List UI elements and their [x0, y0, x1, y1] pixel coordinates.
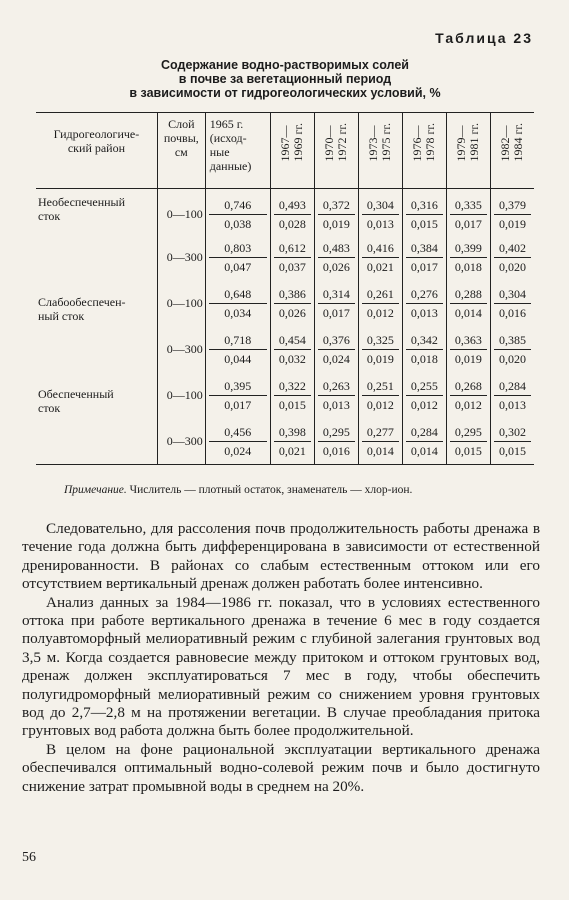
denominator: 0,026 — [278, 306, 306, 320]
value-cell — [314, 327, 358, 373]
value-cell — [314, 281, 358, 327]
denominator: 0,024 — [322, 352, 350, 366]
numerator: 0,316 — [406, 196, 443, 215]
header-layer-line: см — [174, 145, 188, 159]
value-cell — [205, 373, 270, 419]
region-line: Слабообеспечен- — [38, 294, 126, 309]
period-label: 1967— 1969 гг. — [278, 123, 306, 162]
value-cell — [402, 373, 446, 419]
value-cell — [314, 189, 358, 235]
layer-cell: 0—100 — [157, 189, 205, 235]
title-line: Содержание водно-растворимых солей — [161, 58, 409, 72]
header-period — [270, 113, 314, 189]
numerator: 0,314 — [318, 285, 355, 304]
denominator: 0,013 — [366, 217, 394, 232]
value-cell — [446, 189, 490, 235]
value-cell — [402, 235, 446, 281]
layer-cell: 0—300 — [157, 419, 205, 465]
numerator: 0,284 — [494, 377, 531, 396]
note-text: Числитель — плотный остаток, знаменатель — хлор-ион. — [129, 484, 413, 496]
salt-content-table — [36, 112, 534, 465]
denominator: 0,012 — [366, 398, 394, 412]
denominator: 0,032 — [278, 352, 306, 366]
header-base-line: 1965 г. — [209, 117, 244, 131]
denominator: 0,012 — [366, 306, 394, 320]
denominator: 0,021 — [366, 260, 394, 274]
value-cell — [446, 327, 490, 373]
denominator: 0,013 — [410, 306, 438, 320]
numerator: 0,483 — [318, 239, 355, 258]
numerator: 0,376 — [318, 331, 355, 350]
numerator: 0,284 — [406, 423, 443, 442]
value-cell — [270, 419, 314, 465]
header-layer-line: почвы, — [163, 131, 199, 145]
numerator: 0,612 — [274, 239, 311, 258]
region-line: ный сток — [38, 308, 85, 323]
region-line: сток — [38, 209, 61, 223]
numerator: 0,648 — [209, 285, 267, 304]
layer-cell: 0—100 — [157, 373, 205, 419]
header-period — [490, 113, 534, 189]
region-cell — [36, 373, 157, 419]
numerator: 0,385 — [494, 331, 531, 350]
value-cell — [402, 189, 446, 235]
numerator: 0,416 — [362, 239, 399, 258]
denominator: 0,047 — [224, 260, 252, 274]
value-cell — [270, 373, 314, 419]
header-period — [314, 113, 358, 189]
denominator: 0,015 — [410, 217, 438, 232]
denominator: 0,021 — [278, 443, 306, 458]
value-cell — [205, 235, 270, 281]
value-cell — [205, 189, 270, 235]
header-region — [36, 113, 157, 189]
numerator: 0,372 — [318, 196, 355, 215]
title-line: в зависимости от гидрогеологических условий, % — [129, 86, 441, 100]
header-layer — [157, 113, 205, 189]
table-row — [36, 235, 534, 281]
header-period — [358, 113, 402, 189]
numerator: 0,288 — [450, 285, 487, 304]
header-row — [36, 113, 534, 189]
table-row — [36, 327, 534, 373]
denominator: 0,017 — [454, 217, 482, 232]
denominator: 0,014 — [366, 443, 394, 458]
value-cell — [490, 327, 534, 373]
value-cell — [490, 373, 534, 419]
value-cell — [270, 327, 314, 373]
value-cell — [205, 327, 270, 373]
numerator: 0,268 — [450, 377, 487, 396]
denominator: 0,019 — [498, 217, 526, 232]
denominator: 0,019 — [322, 217, 350, 232]
denominator: 0,034 — [224, 306, 252, 320]
numerator: 0,251 — [362, 377, 399, 396]
value-cell — [490, 235, 534, 281]
denominator: 0,024 — [224, 443, 252, 458]
numerator: 0,454 — [274, 331, 311, 350]
numerator: 0,395 — [209, 377, 267, 396]
region-cell — [36, 235, 157, 281]
value-cell — [205, 419, 270, 465]
table-row — [36, 189, 534, 235]
value-cell — [205, 281, 270, 327]
numerator: 0,322 — [274, 377, 311, 396]
value-cell — [446, 373, 490, 419]
numerator: 0,255 — [406, 377, 443, 396]
denominator: 0,044 — [224, 352, 252, 366]
denominator: 0,014 — [410, 443, 438, 458]
numerator: 0,295 — [318, 423, 355, 442]
value-cell — [490, 419, 534, 465]
numerator: 0,803 — [209, 239, 267, 258]
title-line: в почве за вегетационный период — [178, 72, 392, 86]
denominator: 0,013 — [322, 398, 350, 412]
value-cell — [446, 281, 490, 327]
header-layer-line: Слой — [168, 117, 195, 131]
numerator: 0,304 — [494, 285, 531, 304]
header-region-line: Гидрогеологиче- — [53, 127, 140, 141]
value-cell — [358, 189, 402, 235]
note-label: Примечание. — [64, 484, 127, 496]
denominator: 0,017 — [224, 398, 252, 412]
denominator: 0,038 — [224, 217, 252, 232]
numerator: 0,304 — [362, 196, 399, 215]
value-cell — [314, 373, 358, 419]
region-cell — [36, 189, 157, 235]
numerator: 0,302 — [494, 423, 531, 442]
value-cell — [358, 419, 402, 465]
numerator: 0,379 — [494, 196, 531, 215]
table-title — [80, 58, 490, 100]
paragraph: Следовательно, для рассоления почв продолжительность работы дренажа в течение года должна быть дифференцирована в зависимости от естественной дренированности. В районах со слабым естественным оттоком или его отсутствием вертикальный дренаж должен работать более интенсивно. — [22, 520, 540, 593]
region-cell — [36, 281, 157, 327]
value-cell — [270, 189, 314, 235]
header-base-1965 — [205, 113, 270, 189]
period-label: 1976— 1978 гг. — [410, 123, 438, 162]
value-cell — [402, 327, 446, 373]
value-cell — [270, 281, 314, 327]
table-number: Таблица 23 — [435, 30, 533, 46]
numerator: 0,718 — [209, 331, 267, 350]
table-note — [64, 484, 412, 496]
paragraph: В целом на фоне рациональной эксплуатации вертикального дренажа обеспечивался оптимальный водно-солевой режим почв и было достигнуто снижение затрат промывной воды в среднем на 20%. — [22, 740, 540, 795]
region-line: Необеспеченный — [38, 195, 126, 209]
value-cell — [358, 327, 402, 373]
header-base-line: (исход- — [209, 131, 247, 145]
header-base-line: данные) — [209, 159, 252, 173]
value-cell — [490, 281, 534, 327]
value-cell — [314, 235, 358, 281]
numerator: 0,384 — [406, 239, 443, 258]
denominator: 0,016 — [498, 306, 526, 320]
numerator: 0,398 — [274, 423, 311, 442]
denominator: 0,015 — [498, 443, 526, 458]
value-cell — [358, 281, 402, 327]
value-cell — [402, 281, 446, 327]
header-period — [402, 113, 446, 189]
paragraph: Анализ данных за 1984—1986 гг. показал, что в условиях естественного оттока при работе вертикального дренажа в течение 6 мес в году создается полуавтоморфный мелиоративный режим с глубиной залегания грунтовых вод 3,5 м. Когда создается равновесие между притоком и оттоком грунтовых вод, дренаж должен эксплуатироваться 7 мес в году, чтобы обеспечить полугидроморфный мелиоративный режим со снижением уровня грунтовых вод до 2,7—2,8 м на протяжении вегетации. В случае преобладания притока грунтовых вод работа должна быть более продолжительной. — [22, 593, 540, 740]
value-cell — [270, 235, 314, 281]
numerator: 0,746 — [209, 196, 267, 215]
value-cell — [446, 235, 490, 281]
numerator: 0,335 — [450, 196, 487, 215]
denominator: 0,012 — [410, 398, 438, 412]
denominator: 0,028 — [278, 217, 306, 232]
value-cell — [314, 419, 358, 465]
denominator: 0,012 — [454, 398, 482, 412]
table-row — [36, 281, 534, 327]
header-base-line: ные — [209, 145, 230, 159]
denominator: 0,016 — [322, 443, 350, 458]
denominator: 0,018 — [454, 260, 482, 274]
numerator: 0,277 — [362, 423, 399, 442]
period-label: 1973— 1975 гг. — [366, 123, 394, 162]
numerator: 0,402 — [494, 239, 531, 258]
denominator: 0,020 — [498, 260, 526, 274]
denominator: 0,037 — [278, 260, 306, 274]
numerator: 0,325 — [362, 331, 399, 350]
numerator: 0,493 — [274, 196, 311, 215]
layer-cell: 0—300 — [157, 235, 205, 281]
layer-cell: 0—100 — [157, 281, 205, 327]
region-line: сток — [38, 400, 61, 415]
period-label: 1982— 1984 гг. — [498, 123, 526, 162]
denominator: 0,017 — [322, 306, 350, 320]
denominator: 0,017 — [410, 260, 438, 274]
numerator: 0,263 — [318, 377, 355, 396]
layer-cell: 0—300 — [157, 327, 205, 373]
period-label: 1979— 1981 гг. — [454, 123, 482, 162]
table-row — [36, 419, 534, 465]
body-text — [22, 520, 540, 796]
numerator: 0,363 — [450, 331, 487, 350]
value-cell — [358, 373, 402, 419]
value-cell — [358, 235, 402, 281]
denominator: 0,026 — [322, 260, 350, 274]
period-label: 1970— 1972 гг. — [322, 123, 350, 162]
value-cell — [446, 419, 490, 465]
region-cell — [36, 327, 157, 373]
numerator: 0,456 — [209, 423, 267, 442]
denominator: 0,014 — [454, 306, 482, 320]
numerator: 0,342 — [406, 331, 443, 350]
denominator: 0,019 — [454, 352, 482, 366]
denominator: 0,020 — [498, 352, 526, 366]
value-cell — [402, 419, 446, 465]
numerator: 0,399 — [450, 239, 487, 258]
numerator: 0,295 — [450, 423, 487, 442]
value-cell — [490, 189, 534, 235]
numerator: 0,386 — [274, 285, 311, 304]
page-number: 56 — [22, 850, 36, 865]
region-line: Обеспеченный — [38, 386, 114, 401]
denominator: 0,019 — [366, 352, 394, 366]
numerator: 0,261 — [362, 285, 399, 304]
denominator: 0,015 — [454, 443, 482, 458]
denominator: 0,018 — [410, 352, 438, 366]
header-period — [446, 113, 490, 189]
region-cell — [36, 419, 157, 465]
denominator: 0,013 — [498, 398, 526, 412]
numerator: 0,276 — [406, 285, 443, 304]
header-region-line: ский район — [67, 141, 126, 155]
denominator: 0,015 — [278, 398, 306, 412]
table-row — [36, 373, 534, 419]
